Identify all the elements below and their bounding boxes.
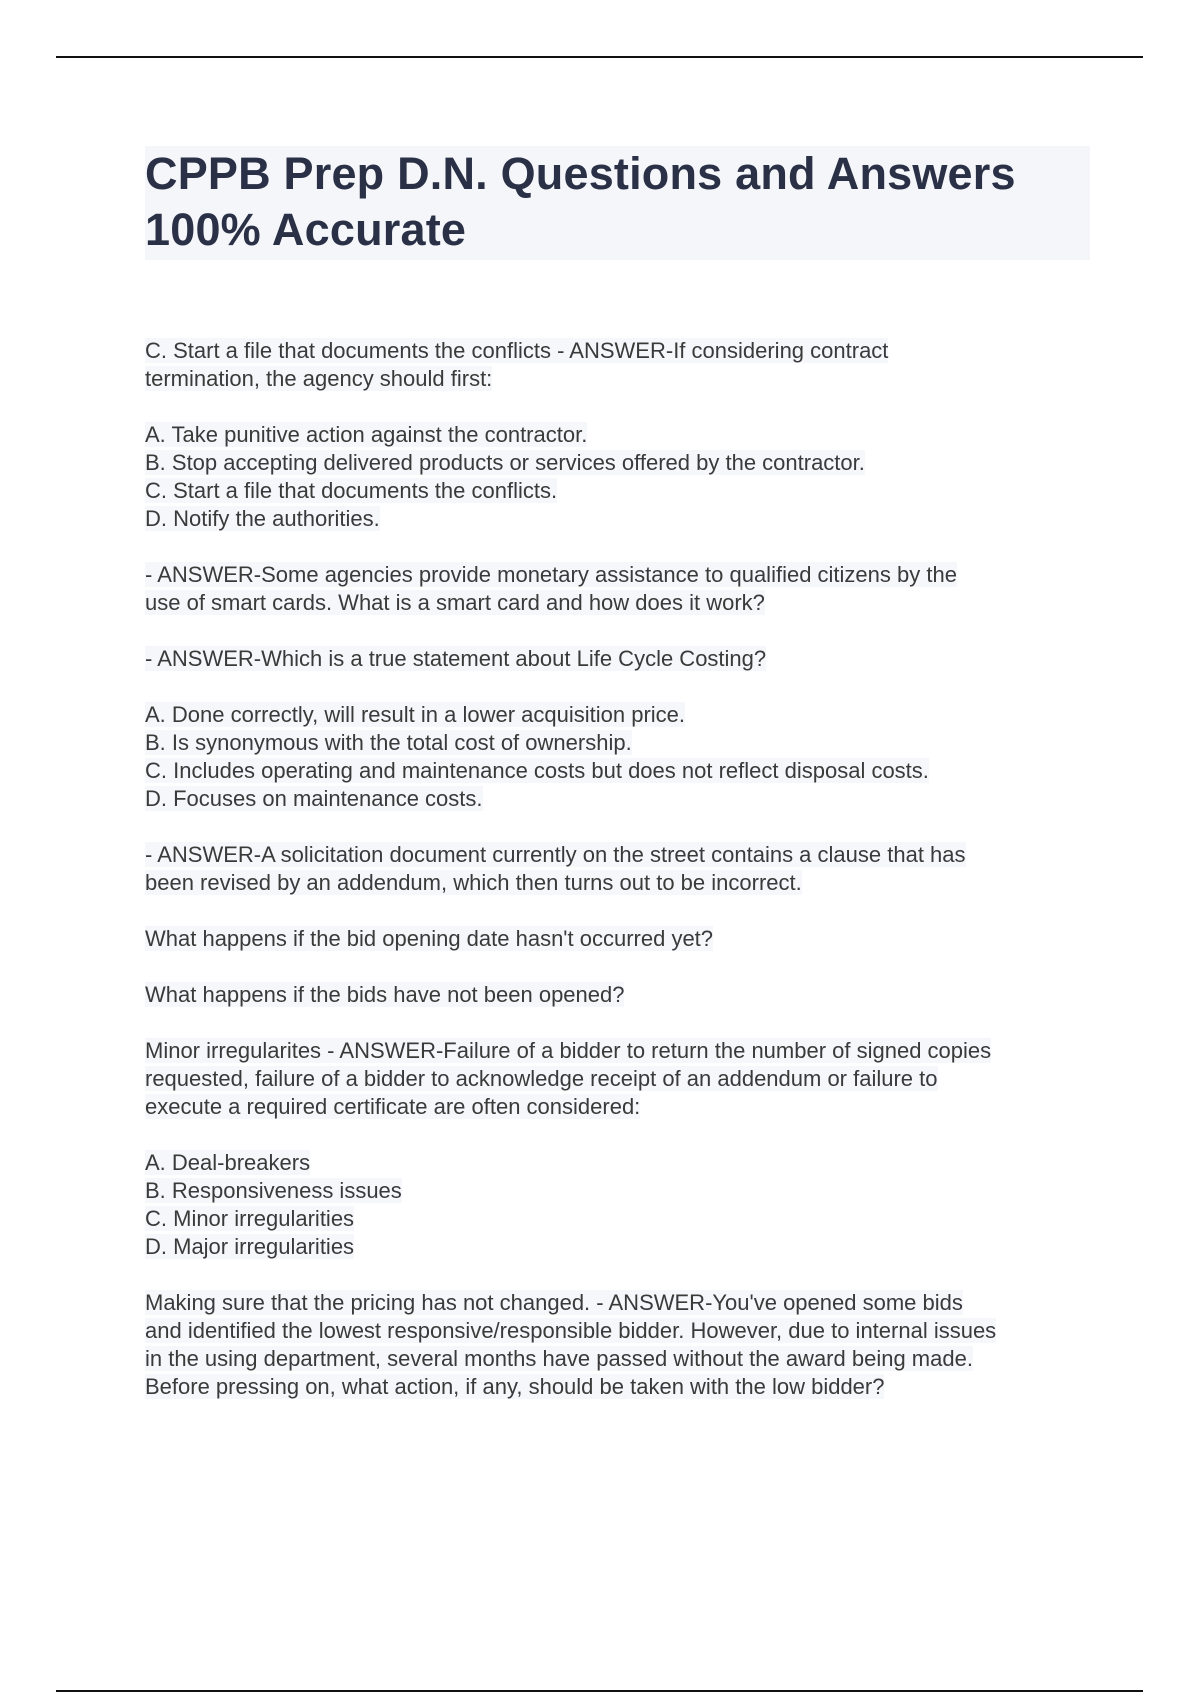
text-line: B. Responsiveness issues [145,1178,402,1203]
paragraph [145,645,1095,673]
text-line: execute a required certificate are often considered: [145,1094,641,1119]
title-line-2: 100% Accurate [145,204,467,255]
top-rule [56,56,1143,58]
paragraph [145,981,1095,1009]
text-line: - ANSWER-A solicitation document currently on the street contains a clause that has [145,842,966,867]
text-line: - ANSWER-Which is a true statement about Life Cycle Costing? [145,646,767,671]
text-line: D. Major irregularities [145,1234,355,1259]
paragraph [145,561,1095,617]
text-line: A. Done correctly, will result in a lower acquisition price. [145,702,686,727]
paragraph [145,337,1095,393]
text-line: B. Is synonymous with the total cost of ownership. [145,730,632,755]
paragraph [145,421,1095,533]
text-line: What happens if the bid opening date hasn't occurred yet? [145,926,714,951]
text-line: requested, failure of a bidder to acknowledge receipt of an addendum or failure to [145,1066,938,1091]
text-line: been revised by an addendum, which then turns out to be incorrect. [145,870,802,895]
bottom-rule [56,1690,1143,1692]
text-line: B. Stop accepting delivered products or services offered by the contractor. [145,450,865,475]
text-line: D. Notify the authorities. [145,506,380,531]
text-line: A. Deal-breakers [145,1150,311,1175]
title-line-1: CPPB Prep D.N. Questions and Answers [145,148,1016,199]
paragraph [145,925,1095,953]
text-line: C. Includes operating and maintenance costs but does not reflect disposal costs. [145,758,929,783]
text-line: A. Take punitive action against the contractor. [145,422,588,447]
text-line: and identified the lowest responsive/responsible bidder. However, due to internal issues [145,1318,997,1343]
text-line: Minor irregularites - ANSWER-Failure of a bidder to return the number of signed copies [145,1038,992,1063]
text-line: Before pressing on, what action, if any, should be taken with the low bidder? [145,1374,885,1399]
text-line: in the using department, several months have passed without the award being made. [145,1346,973,1371]
text-line: C. Start a file that documents the conflicts. [145,478,558,503]
text-line: C. Start a file that documents the conflicts - ANSWER-If considering contract [145,338,889,363]
paragraph [145,1037,1095,1121]
paragraph [145,841,1095,897]
paragraph [145,1149,1095,1261]
paragraph [145,1289,1095,1401]
text-line: What happens if the bids have not been opened? [145,982,625,1007]
text-line: - ANSWER-Some agencies provide monetary assistance to qualified citizens by the [145,562,957,587]
text-line: Making sure that the pricing has not changed. - ANSWER-You've opened some bids [145,1290,963,1315]
text-line: termination, the agency should first: [145,366,493,391]
title-block [145,146,1090,260]
page-title [145,146,1090,258]
document-body [145,337,1095,1429]
text-line: D. Focuses on maintenance costs. [145,786,483,811]
text-line: use of smart cards. What is a smart card and how does it work? [145,590,765,615]
paragraph [145,701,1095,813]
text-line: C. Minor irregularities [145,1206,355,1231]
